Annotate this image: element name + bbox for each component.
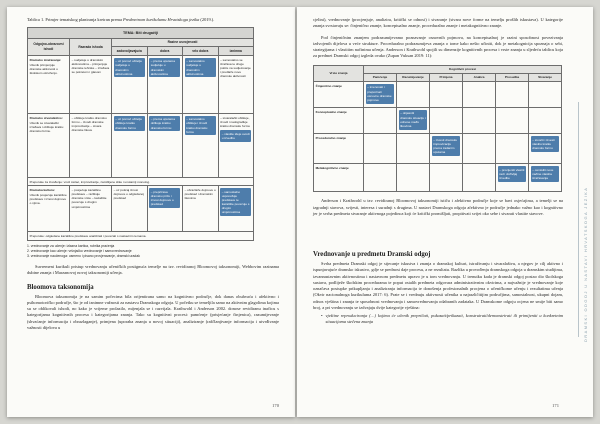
intro-paragraph: Suvremeni kurikuli pristup vrednovanju učeničkih postignuća temelje na tzv. revidiranoj Bloomovoj taksonomiji, Webbovim razinama dubine znanja i Marzanovoj novoj taksonomiji učenja. [27, 264, 279, 276]
activity-chip: – objasniti dramsku situaciju i odnose među likovima [400, 111, 426, 128]
section-heading-bloom: Bloomova taksonomija [27, 283, 94, 291]
descriptor-chip: – uz pomoć učitelja sudjeluje u dramskim aktivnostima [114, 58, 145, 78]
descriptor-cell [147, 113, 183, 177]
table-row [28, 113, 254, 177]
descriptor-text: – stvaralački oblikuje, izvodi i nadograđuje kratku dramsku formu [220, 115, 251, 128]
left-page [7, 7, 295, 417]
body-paragraph: Anderson i Krathwohl u tzv. revidiranoj Bloomovoj taksonomiji ističu i afektivno područje koje se bavi osjećajima, a temelji se na izgradnji stavova, svijesti, interesa i suradnji s drugima. U nastavi Dramskoga odgoja afektivno je područje jednako važno kao i kognitivno jer je svrha predmeta stvaranje aktivnoga pojedinca koji će kritički promišljati, propitivati svijet oko sebe i stvarati vlastite stavove. [313, 198, 563, 216]
bullet-text: vještine reproduciranja (…) kojima će učenik prepričati, pokazati/prikazati, konstruirati/demonstrirati ili primijeniti u konkretnim situacijama stečena znanja [325, 313, 563, 325]
level-iznimna: iznimna [218, 47, 254, 56]
table-notes [27, 244, 253, 259]
descriptor-chip: – vlastite ideje uvodi u izvedbu [221, 131, 250, 140]
empty-cell [364, 134, 397, 164]
empty-cell [463, 108, 496, 134]
col-pamcenje: Pamćenje [364, 73, 397, 81]
knowledge-type-label: Metakognitivno znanje [314, 164, 364, 192]
cell [364, 82, 397, 108]
col-prosudba: Prosudba [496, 73, 529, 81]
empty-cell [496, 108, 529, 134]
corner-header: Vrste znanja [314, 65, 364, 82]
col-analiza: Analiza [463, 73, 496, 81]
note-item: 1. vrednovanje za učenje: izlazna kartica, rubrika praćenja [27, 243, 115, 248]
right-page [297, 7, 593, 417]
ishod-title: Dramsko stvaralaštvo: [29, 115, 63, 120]
preporuke-row: Preporuke: odgledane kazališne predstave analizirati i povezati s nastavnim temama. [28, 232, 254, 240]
ishod-title: Dramsko izražavanje: [29, 57, 62, 62]
table-row [28, 177, 254, 185]
empty-cell [496, 134, 529, 164]
col-razumijevanje: Razumijevanje [397, 73, 430, 81]
descriptor-cell: – samostalno se izražava te druge potiče na sudjelovanje i predlaže nove dramske aktivnosti [218, 55, 254, 113]
cell [430, 134, 463, 164]
empty-cell [430, 164, 463, 192]
page-number-right: 171 [552, 403, 559, 408]
activity-chip: – izvesti dramsku improvizaciju prema zadanim uputama [432, 136, 461, 156]
preporuke-row: Preporuke za izvođenje: vrući stolac, improvizacije, zamišljene slike i unutarnji monolog. [28, 177, 254, 185]
processes-header: Kognitivni procesi [364, 65, 562, 73]
descriptor-chip: – uz pomoć učitelja oblikuje kratku dramsku formu [114, 116, 145, 132]
empty-cell [529, 82, 562, 108]
descriptor-cell: – obrazlaže dojmove o predstavi i dramskim likovima [183, 186, 219, 232]
table-row [28, 232, 254, 240]
ishod-text: Učenik posjećuje kazališne predstave i iznosi dojmove o njima. [29, 193, 67, 206]
ishod-title: Dramska kultura: [29, 187, 55, 192]
cell [397, 108, 430, 134]
knowledge-type-label: Činjenično znanje [314, 82, 364, 108]
empty-cell [529, 108, 562, 134]
activity-chip: – procijeniti vlastiti rad i doživljaj izvedbe [498, 166, 527, 182]
ishod-text: Učenik se stvaralački izražava i oblikuje kratku dramsku formu. [29, 120, 64, 134]
descriptor-chip: – prepričava dramsku priču i iznosi dojmove o predstavi [149, 188, 180, 208]
activity-chip: – osmisliti nove načine vlastita izražavanja [531, 166, 560, 182]
knowledge-type-label: Konceptualno znanje [314, 108, 364, 134]
descriptor-cell [112, 113, 148, 177]
empty-cell [397, 164, 430, 192]
level-zadovoljavajuca: zadovoljavajuća [112, 47, 148, 56]
table-row [28, 186, 254, 232]
note-item: 3. vrednovanje naučenoga: usmeno i pisano provjeravanje, dramski uradak [27, 253, 140, 258]
empty-cell [430, 82, 463, 108]
descriptor-cell [112, 55, 148, 113]
body-paragraph: Pod činjeničnim znanjem podrazumijevamo poznavanje osnovnih pojmova, na konceptualnoj je razini sposobnost povezivanja izdvojenih dijelova u veće strukture. Proceduralno podrazumijeva znanja o tome kako nešto učiniti, dok je metakognicija spoznaja o sebi, strategijama i vlastitim načinima učenja. Anderson i Krathwohl spojili su dimenzije kognitivnih procesa i vrste znanja u sljedeću tablicu koja za predmet Dramski odgoj izgleda ovako (Zupan Vuksan 2019: 11): [313, 34, 563, 59]
descriptor-cell: – uz poticaj iznosi dojmove o odgledanoj predstavi [112, 186, 148, 232]
col-primjena: Primjena [430, 73, 463, 81]
razrada-cell: – oblikuje kratku dramsku formu – izvodi dramske improvizacije – stvara dramske likove [70, 113, 112, 177]
descriptor-cell [147, 55, 183, 113]
knowledge-type-label: Proceduralno znanje [314, 134, 364, 164]
ishod-cell [28, 55, 70, 113]
descriptor-cell [218, 113, 254, 177]
cell [496, 164, 529, 192]
empty-cell [463, 82, 496, 108]
empty-cell [397, 134, 430, 164]
table-row [314, 82, 562, 108]
col-header-razrada: Razrada ishoda [70, 38, 112, 55]
empty-cell [397, 82, 430, 108]
note-item: 2. vrednovanje kao učenje: vršnjačko vrednovanje i samovrednovanje [27, 248, 132, 253]
margin-vertical-text: DRAMSKI ODGOJ U NASTAVI HRVATSKOGA JEZIKA [583, 186, 588, 342]
descriptor-chip: – samostalno sudjeluje u dramskim aktivnostima [185, 58, 216, 78]
table-row [28, 55, 254, 113]
page-number-left: 170 [272, 403, 279, 408]
body-paragraph: cjelini), vrednovanje (procjenjuje, analizira, kritički se odnosi) i stvaranje (stvara nove forme na temelju prošlih iskustava). U kategorije znanja svrstavaju se: činjenično znanje, konceptualno znanje, proceduralno znanje i metakognitivno znanje. [313, 17, 563, 29]
table-row [314, 108, 562, 134]
col-stvaranje: Stvaranje [529, 73, 562, 81]
caption-text: Tablica 1. Primjer tematskog planiranja kreiran prema [27, 17, 124, 22]
empty-cell [463, 134, 496, 164]
cell [529, 134, 562, 164]
ishod-text: Učenik primjenjuje dramske aktivnosti u školskom okruženju. [29, 62, 58, 76]
empty-cell [496, 82, 529, 108]
descriptor-cell [183, 55, 219, 113]
activity-chip: – imenovati i prepoznati osnovne dramske pojmove [366, 84, 395, 104]
cognitive-processes-table [313, 65, 562, 193]
caption-italic: Predmetnom kurikulumu Hrvatskoga jezika [123, 17, 200, 22]
razrada-cell: – posjećuje kazališne predstave – razlikuje dramske vrste – kazalište povezuje s drugim umjetnostima [70, 186, 112, 232]
body-paragraph: Bloomova taksonomija je na samim počecima bila orijentirana samo na kognitivno područje, dok danas obuhvaća i afektivno i psihomotoričko područje, što je od iznimne važnosti za nastavu Dramskoga odgoja. U početku se temeljila samo na aktivnim glagolima kojima su se oblikovali ishodi, no kako je vrijeme prolazilo, mijenjala se i razvijala. Krathwohl i Anderson 2002. donose revidiranu inačicu s kategorijama kognitivnih procesa i kategorijama znanja. Tako su kognitivni procesi: pamćenje (prisjećanje činjenica), razumijevanje (shvaćanje informacija i obrazlaganje), primjena (uporaba znanja u novoj situaciji), analiziranje (raščlanjivanje informacija i utvrđivanje važnosti dijelova u [27, 293, 279, 330]
body-paragraph: Svrha predmeta Dramski odgoj je stjecanje iskustva i znanja o dramskoj kulturi, istraživanju i stvaralaštvu, a njegov je cilj aktivno i ispunjavajuće dramsko iskustvo, gdje se prednost daje procesu, a ne rezultatu. Razlika u provođenju dramskoga odgoja u dramskim studijima, izvannastavnim aktivnostima i nastavnom predmetu upravo je u tom vrednovanju. U trenutku kada je dramski odgoj postao dio školskoga sustava, podliježe školskim procedurama te poput ostalih predmeta odgovara administrativnim okvirima, a najvažnije je vrednovanje koje označava postupke prikupljanja i analiziranja informacija te donošenja profesionalnih procjena o učeničkome učenju i rezultatima učenja (Okvir nacionalnoga kurikuluma 2017: 6). Prate se i vrednuju aktivnosti učenika u najrazličitijim područjima, samostalnost, ukupni dojam, odnos vještina i znanja te sposobnost vrednovanja i samovrednovanja odabranih zadataka. U Dramskome odgoju ocjena ne smije biti samo broj, a pri vrednovanju se izdvajaju dvije kategorije vještina: [313, 261, 563, 310]
descriptor-chip: – samostalno oblikuje i izvodi kratku dramsku formu [185, 116, 216, 136]
level-vrlo-dobra: vrlo dobra [183, 47, 219, 56]
planning-table [27, 27, 254, 240]
margin-rule [578, 102, 579, 337]
activity-chip: – stvoriti i izvesti vlastitu kratku dramsku formu [531, 136, 560, 152]
descriptor-chip: – samostalno uspoređuje predstave te kazalište povezuje s drugim umjetnostima [220, 188, 251, 216]
ishod-cell [28, 113, 70, 177]
descriptor-chip: – prema uputama oblikuje kratku dramsku formu [149, 116, 180, 132]
caption-year: (2019.). [199, 17, 215, 22]
empty-cell [364, 108, 397, 134]
descriptor-cell [147, 186, 183, 232]
level-dobra: dobra [147, 47, 183, 56]
razrada-cell: – sudjeluje u dramskim aktivnostima – primjenjuje dramske tehnike – izražava se pokretom i glasom [70, 55, 112, 113]
cell [529, 164, 562, 192]
empty-cell [463, 164, 496, 192]
col-header-ishodi: Odgojno-obrazovni ishodi [28, 38, 70, 55]
section-heading-vrednovanje: Vrednovanje u predmetu Dramski odgoj [313, 251, 431, 259]
descriptor-chip: – prema uputama sudjeluje u dramskim aktivnostima [149, 58, 180, 78]
bullet-marker: • [321, 313, 323, 319]
descriptor-cell [218, 186, 254, 232]
table-caption [27, 17, 267, 23]
table-theme-header: TEMA: Biti drugačiji [28, 28, 254, 38]
table-row [314, 134, 562, 164]
empty-cell [364, 164, 397, 192]
descriptor-cell [183, 113, 219, 177]
ishod-cell [28, 186, 70, 232]
bullet-item [313, 313, 563, 326]
table-row [314, 164, 562, 192]
levels-header: Razine usvojenosti [112, 38, 254, 47]
empty-cell [430, 108, 463, 134]
